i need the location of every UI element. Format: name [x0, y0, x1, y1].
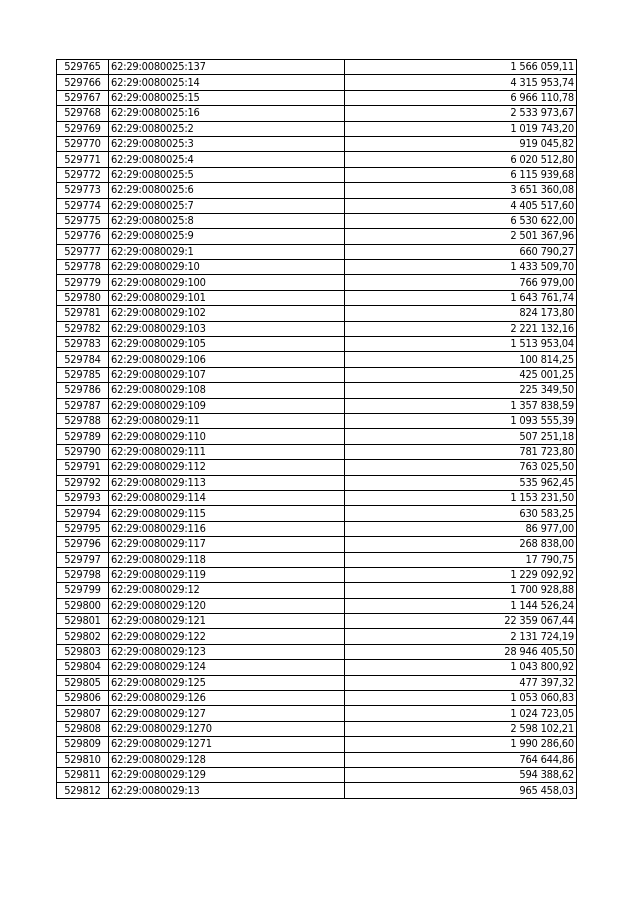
- cadastral-number-cell: 62:29:0080029:100: [109, 275, 345, 290]
- row-id-cell: 529809: [57, 737, 109, 752]
- table-row: [57, 213, 577, 228]
- cadastral-number-cell: 62:29:0080029:120: [109, 598, 345, 613]
- cadastral-number-cell: 62:29:0080029:101: [109, 290, 345, 305]
- row-id-cell: 529806: [57, 691, 109, 706]
- cadastral-number-cell: 62:29:0080029:113: [109, 475, 345, 490]
- cadastral-number-cell: 62:29:0080029:124: [109, 660, 345, 675]
- cadastral-value-cell: 1 043 800,92: [345, 660, 577, 675]
- cadastral-value-cell: 1 093 555,39: [345, 413, 577, 428]
- cadastral-value-cell: 1 053 060,83: [345, 691, 577, 706]
- cadastral-value-cell: 919 045,82: [345, 136, 577, 151]
- row-id-cell: 529769: [57, 121, 109, 136]
- cadastral-value-cell: 3 651 360,08: [345, 183, 577, 198]
- row-id-cell: 529770: [57, 136, 109, 151]
- cadastral-value-cell: 1 357 838,59: [345, 398, 577, 413]
- table-row: [57, 244, 577, 259]
- cadastral-value-cell: 660 790,27: [345, 244, 577, 259]
- cadastral-value-cell: 4 315 953,74: [345, 75, 577, 90]
- row-id-cell: 529786: [57, 383, 109, 398]
- cadastral-value-cell: 6 115 939,68: [345, 167, 577, 182]
- table-row: [57, 706, 577, 721]
- cadastral-number-cell: 62:29:0080025:6: [109, 183, 345, 198]
- table-row: [57, 598, 577, 613]
- cadastral-number-cell: 62:29:0080029:114: [109, 490, 345, 505]
- table-row: [57, 136, 577, 151]
- cadastral-value-cell: 2 221 132,16: [345, 321, 577, 336]
- table-row: [57, 306, 577, 321]
- cadastral-number-cell: 62:29:0080029:115: [109, 506, 345, 521]
- cadastral-value-cell: 1 513 953,04: [345, 337, 577, 352]
- cadastral-number-cell: 62:29:0080025:15: [109, 90, 345, 105]
- table-row: [57, 321, 577, 336]
- cadastral-value-cell: 1 229 092,92: [345, 567, 577, 582]
- table-row: [57, 691, 577, 706]
- row-id-cell: 529808: [57, 721, 109, 736]
- row-id-cell: 529778: [57, 260, 109, 275]
- table-row: [57, 629, 577, 644]
- table-row: [57, 75, 577, 90]
- row-id-cell: 529772: [57, 167, 109, 182]
- cadastral-value-cell: 1 700 928,88: [345, 583, 577, 598]
- cadastral-number-cell: 62:29:0080029:122: [109, 629, 345, 644]
- cadastral-number-cell: 62:29:0080029:12: [109, 583, 345, 598]
- cadastral-value-cell: 2 598 102,21: [345, 721, 577, 736]
- cadastral-number-cell: 62:29:0080025:9: [109, 229, 345, 244]
- cadastral-value-cell: 100 814,25: [345, 352, 577, 367]
- cadastral-value-cell: 535 962,45: [345, 475, 577, 490]
- row-id-cell: 529777: [57, 244, 109, 259]
- row-id-cell: 529791: [57, 460, 109, 475]
- row-id-cell: 529790: [57, 444, 109, 459]
- row-id-cell: 529799: [57, 583, 109, 598]
- table-row: [57, 413, 577, 428]
- cadastral-value-cell: 824 173,80: [345, 306, 577, 321]
- row-id-cell: 529793: [57, 490, 109, 505]
- cadastral-value-cell: 6 020 512,80: [345, 152, 577, 167]
- row-id-cell: 529801: [57, 614, 109, 629]
- cadastral-value-cell: 630 583,25: [345, 506, 577, 521]
- cadastral-number-cell: 62:29:0080029:106: [109, 352, 345, 367]
- cadastral-value-cell: 1 019 743,20: [345, 121, 577, 136]
- row-id-cell: 529774: [57, 198, 109, 213]
- cadastral-value-cell: 86 977,00: [345, 521, 577, 536]
- cadastral-number-cell: 62:29:0080025:137: [109, 60, 345, 75]
- table-row: [57, 767, 577, 782]
- row-id-cell: 529781: [57, 306, 109, 321]
- row-id-cell: 529766: [57, 75, 109, 90]
- cadastral-value-cell: 507 251,18: [345, 429, 577, 444]
- row-id-cell: 529805: [57, 675, 109, 690]
- cadastral-number-cell: 62:29:0080029:108: [109, 383, 345, 398]
- row-id-cell: 529779: [57, 275, 109, 290]
- table-row: [57, 660, 577, 675]
- cadastral-number-cell: 62:29:0080029:105: [109, 337, 345, 352]
- cadastral-value-cell: 6 530 622,00: [345, 213, 577, 228]
- table-row: [57, 506, 577, 521]
- cadastral-value-cell: 225 349,50: [345, 383, 577, 398]
- row-id-cell: 529782: [57, 321, 109, 336]
- row-id-cell: 529784: [57, 352, 109, 367]
- table-row: [57, 90, 577, 105]
- cadastral-value-cell: 594 388,62: [345, 767, 577, 782]
- cadastral-number-cell: 62:29:0080029:1: [109, 244, 345, 259]
- row-id-cell: 529788: [57, 413, 109, 428]
- cadastral-number-cell: 62:29:0080029:102: [109, 306, 345, 321]
- cadastral-value-cell: 6 966 110,78: [345, 90, 577, 105]
- cadastral-value-cell: 425 001,25: [345, 367, 577, 382]
- table-row: [57, 567, 577, 582]
- table-row: [57, 752, 577, 767]
- row-id-cell: 529776: [57, 229, 109, 244]
- cadastral-value-cell: 1 643 761,74: [345, 290, 577, 305]
- table-row: [57, 106, 577, 121]
- cadastral-number-cell: 62:29:0080029:1270: [109, 721, 345, 736]
- cadastral-number-cell: 62:29:0080029:10: [109, 260, 345, 275]
- row-id-cell: 529773: [57, 183, 109, 198]
- cadastral-number-cell: 62:29:0080029:126: [109, 691, 345, 706]
- cadastral-number-cell: 62:29:0080025:5: [109, 167, 345, 182]
- row-id-cell: 529795: [57, 521, 109, 536]
- cadastral-value-cell: 2 501 367,96: [345, 229, 577, 244]
- cadastral-number-cell: 62:29:0080029:13: [109, 783, 345, 798]
- table-body: [57, 60, 577, 799]
- cadastral-value-table: [56, 59, 577, 799]
- row-id-cell: 529810: [57, 752, 109, 767]
- cadastral-value-cell: 1 024 723,05: [345, 706, 577, 721]
- row-id-cell: 529812: [57, 783, 109, 798]
- table-row: [57, 460, 577, 475]
- cadastral-number-cell: 62:29:0080029:103: [109, 321, 345, 336]
- row-id-cell: 529794: [57, 506, 109, 521]
- cadastral-number-cell: 62:29:0080029:11: [109, 413, 345, 428]
- cadastral-number-cell: 62:29:0080029:129: [109, 767, 345, 782]
- cadastral-number-cell: 62:29:0080029:116: [109, 521, 345, 536]
- table-row: [57, 398, 577, 413]
- table-row: [57, 383, 577, 398]
- cadastral-number-cell: 62:29:0080029:119: [109, 567, 345, 582]
- cadastral-number-cell: 62:29:0080025:8: [109, 213, 345, 228]
- table-row: [57, 183, 577, 198]
- cadastral-value-cell: 4 405 517,60: [345, 198, 577, 213]
- table-row: [57, 290, 577, 305]
- cadastral-number-cell: 62:29:0080029:127: [109, 706, 345, 721]
- row-id-cell: 529775: [57, 213, 109, 228]
- cadastral-value-cell: 763 025,50: [345, 460, 577, 475]
- cadastral-value-cell: 965 458,03: [345, 783, 577, 798]
- row-id-cell: 529771: [57, 152, 109, 167]
- cadastral-number-cell: 62:29:0080029:118: [109, 552, 345, 567]
- row-id-cell: 529783: [57, 337, 109, 352]
- cadastral-number-cell: 62:29:0080029:117: [109, 537, 345, 552]
- row-id-cell: 529802: [57, 629, 109, 644]
- cadastral-value-cell: 1 433 509,70: [345, 260, 577, 275]
- row-id-cell: 529803: [57, 644, 109, 659]
- cadastral-number-cell: 62:29:0080029:121: [109, 614, 345, 629]
- cadastral-value-cell: 17 790,75: [345, 552, 577, 567]
- cadastral-number-cell: 62:29:0080025:16: [109, 106, 345, 121]
- row-id-cell: 529796: [57, 537, 109, 552]
- row-id-cell: 529797: [57, 552, 109, 567]
- cadastral-number-cell: 62:29:0080029:111: [109, 444, 345, 459]
- cadastral-value-cell: 268 838,00: [345, 537, 577, 552]
- row-id-cell: 529811: [57, 767, 109, 782]
- cadastral-value-cell: 766 979,00: [345, 275, 577, 290]
- row-id-cell: 529792: [57, 475, 109, 490]
- cadastral-value-cell: 28 946 405,50: [345, 644, 577, 659]
- cadastral-number-cell: 62:29:0080029:123: [109, 644, 345, 659]
- cadastral-number-cell: 62:29:0080025:3: [109, 136, 345, 151]
- table-row: [57, 444, 577, 459]
- table-row: [57, 367, 577, 382]
- cadastral-number-cell: 62:29:0080025:7: [109, 198, 345, 213]
- cadastral-number-cell: 62:29:0080025:4: [109, 152, 345, 167]
- table-row: [57, 737, 577, 752]
- row-id-cell: 529785: [57, 367, 109, 382]
- table-row: [57, 121, 577, 136]
- cadastral-value-cell: 2 533 973,67: [345, 106, 577, 121]
- row-id-cell: 529765: [57, 60, 109, 75]
- cadastral-number-cell: 62:29:0080029:110: [109, 429, 345, 444]
- cadastral-number-cell: 62:29:0080025:2: [109, 121, 345, 136]
- row-id-cell: 529767: [57, 90, 109, 105]
- table-row: [57, 229, 577, 244]
- cadastral-number-cell: 62:29:0080029:125: [109, 675, 345, 690]
- table-row: [57, 490, 577, 505]
- cadastral-number-cell: 62:29:0080029:107: [109, 367, 345, 382]
- table-row: [57, 475, 577, 490]
- table-row: [57, 521, 577, 536]
- row-id-cell: 529780: [57, 290, 109, 305]
- cadastral-value-cell: 1 566 059,11: [345, 60, 577, 75]
- cadastral-number-cell: 62:29:0080029:112: [109, 460, 345, 475]
- cadastral-number-cell: 62:29:0080029:109: [109, 398, 345, 413]
- cadastral-value-cell: 22 359 067,44: [345, 614, 577, 629]
- row-id-cell: 529800: [57, 598, 109, 613]
- cadastral-number-cell: 62:29:0080029:1271: [109, 737, 345, 752]
- table-row: [57, 429, 577, 444]
- cadastral-number-cell: 62:29:0080029:128: [109, 752, 345, 767]
- cadastral-value-cell: 1 144 526,24: [345, 598, 577, 613]
- table-row: [57, 721, 577, 736]
- table-row: [57, 352, 577, 367]
- table-row: [57, 152, 577, 167]
- table-row: [57, 167, 577, 182]
- cadastral-value-cell: 764 644,86: [345, 752, 577, 767]
- table-row: [57, 337, 577, 352]
- table-row: [57, 583, 577, 598]
- row-id-cell: 529789: [57, 429, 109, 444]
- cadastral-value-cell: 477 397,32: [345, 675, 577, 690]
- table-row: [57, 260, 577, 275]
- table-row: [57, 552, 577, 567]
- cadastral-value-cell: 781 723,80: [345, 444, 577, 459]
- table-row: [57, 60, 577, 75]
- table-row: [57, 537, 577, 552]
- table-row: [57, 644, 577, 659]
- table-row: [57, 275, 577, 290]
- cadastral-value-cell: 1 153 231,50: [345, 490, 577, 505]
- row-id-cell: 529807: [57, 706, 109, 721]
- row-id-cell: 529804: [57, 660, 109, 675]
- table-row: [57, 198, 577, 213]
- cadastral-value-cell: 1 990 286,60: [345, 737, 577, 752]
- cadastral-number-cell: 62:29:0080025:14: [109, 75, 345, 90]
- cadastral-value-cell: 2 131 724,19: [345, 629, 577, 644]
- row-id-cell: 529768: [57, 106, 109, 121]
- table-row: [57, 614, 577, 629]
- table-row: [57, 675, 577, 690]
- table-row: [57, 783, 577, 798]
- row-id-cell: 529787: [57, 398, 109, 413]
- row-id-cell: 529798: [57, 567, 109, 582]
